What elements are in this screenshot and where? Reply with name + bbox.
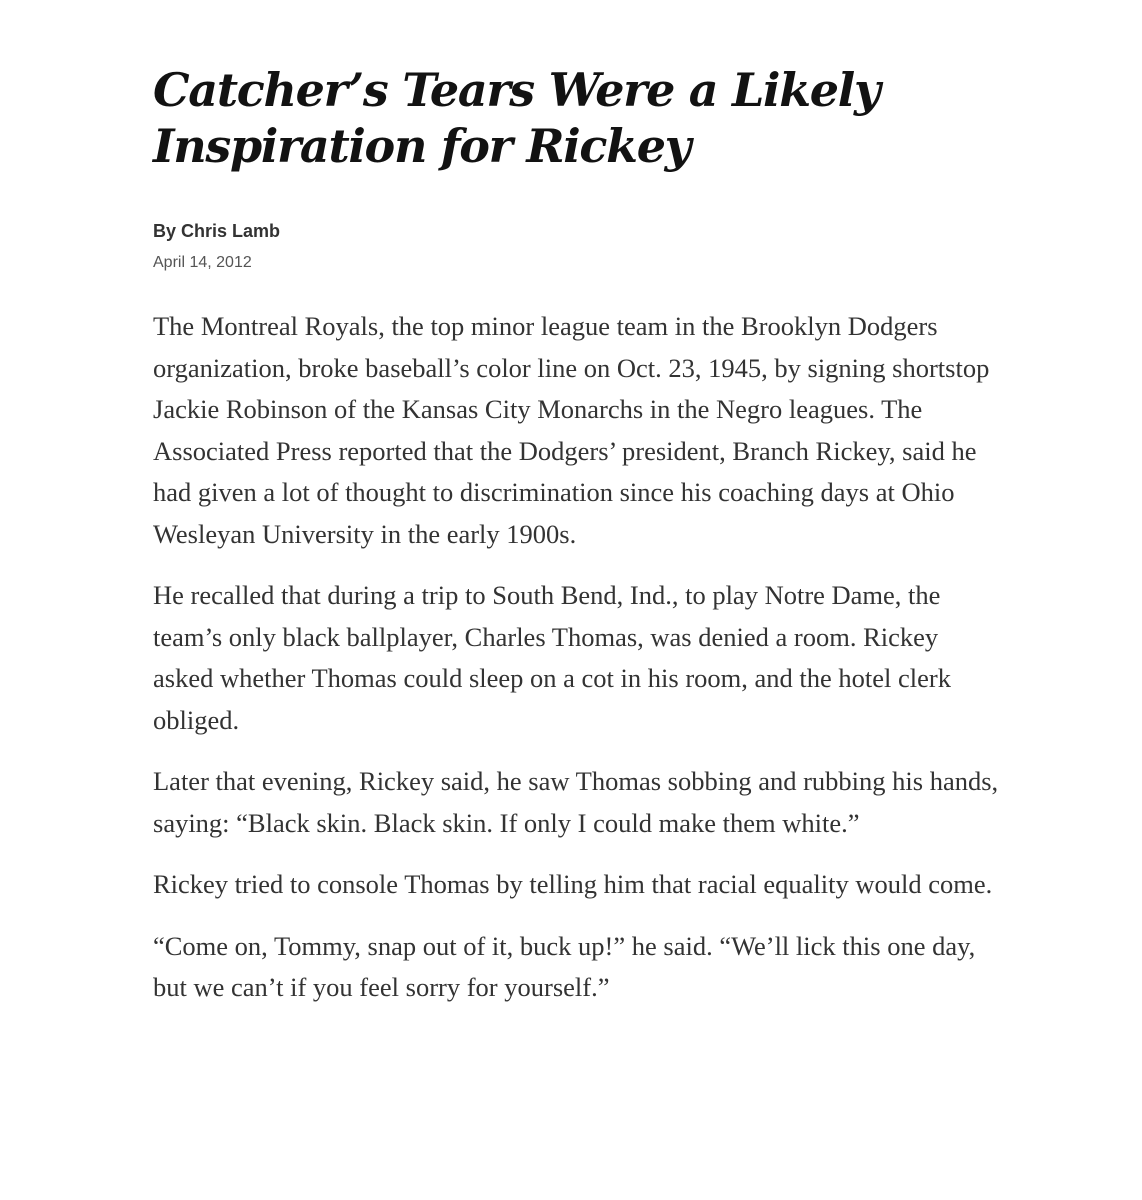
body-paragraph-3: Later that evening, Rickey said, he saw Thomas sobbing and rubbing his hands, saying: “Black skin. Black skin. If only I could make them white.”	[153, 766, 999, 838]
publish-date: April 14, 2012	[153, 254, 252, 271]
headline-line-1: Catcher’s Tears Were a Likely	[153, 63, 880, 117]
article	[153, 62, 1003, 1029]
body-paragraph-4: Rickey tried to console Thomas by telling him that racial equality would come.	[153, 869, 993, 899]
body-paragraph-1: The Montreal Royals, the top minor league team in the Brooklyn Dodgers organization, broke baseball’s color line on Oct. 23, 1945, by signing shortstop Jackie Robinson of the Kansas City Monarchs in the Negro leagues. The Associated Press reported that the Dodgers’ president, Branch Rickey, said he had given a lot of thought to discrimination since his coaching days at Ohio Wesleyan University in the early 1900s.	[153, 311, 990, 549]
body-paragraph-5: “Come on, Tommy, snap out of it, buck up!” he said. “We’ll lick this one day, but we can’t if you feel sorry for yourself.”	[153, 930, 976, 1002]
byline: By Chris Lamb	[153, 221, 281, 241]
body-paragraph-2: He recalled that during a trip to South Bend, Ind., to play Notre Dame, the team’s only black ballplayer, Charles Thomas, was denied a room. Rickey asked whether Thomas could sleep on a cot in his room, and the hotel clerk obliged.	[153, 580, 951, 735]
headline-line-2: Inspiration for Rickey	[153, 119, 691, 173]
headline	[153, 62, 913, 174]
article-body	[153, 306, 1003, 1009]
